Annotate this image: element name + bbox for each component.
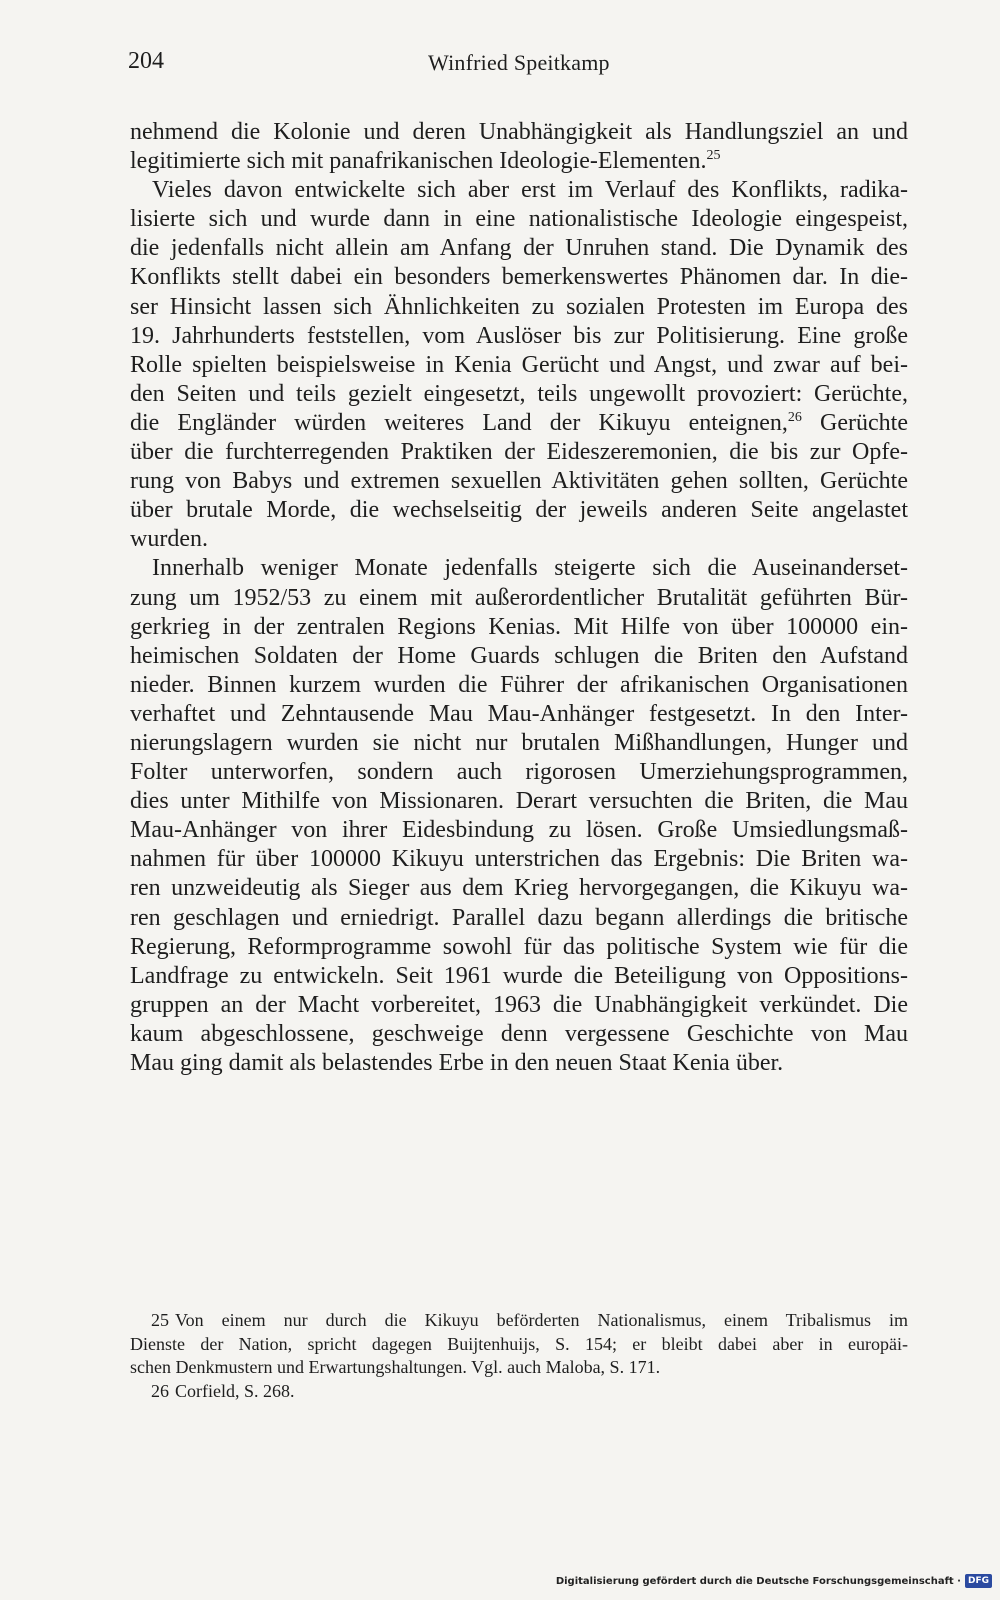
funding-note: Digitalisierung gefördert durch die Deutsche Forschungsgemeinschaft · [555, 1575, 961, 1587]
text-line: dies unter Mithilfe von Missionaren. Derart versuchten die Briten, die Mau [130, 788, 908, 815]
text-line: ser Hinsicht lassen sich Ähnlichkeiten zu sozialen Protesten im Europa des [130, 293, 908, 320]
footnote-26-line [130, 1380, 908, 1404]
text-line [130, 409, 908, 438]
text-line: gruppen an der Macht vorbereitet, 1963 die Unabhängigkeit verkündet. Die [130, 991, 908, 1018]
text-line: wurden. [130, 526, 208, 553]
text-line [130, 147, 908, 176]
text-line: Folter unterworfen, sondern auch rigorosen Umerziehungsprogrammen, [130, 759, 908, 786]
footnote-25-line [130, 1309, 908, 1333]
text-line: Mau ging damit als belastendes Erbe in den neuen Staat Kenia über. [130, 1050, 784, 1076]
page-header [128, 48, 908, 84]
text-line: nahmen für über 100000 Kikuyu unterstrichen das Ergebnis: Die Briten wa- [130, 846, 908, 873]
text-line: die jedenfalls nicht allein am Anfang der Unruhen stand. Die Dynamik des [130, 235, 908, 262]
text-line: heimischen Soldaten der Home Guards schlugen die Briten den Aufstand [130, 642, 908, 669]
funding-notice [556, 1572, 992, 1590]
text-line: nieder. Binnen kurzem wurden die Führer der afrikanischen Organisationen [130, 671, 908, 698]
text-line: 19. Jahrhunderts feststellen, vom Auslöser bis zur Politisierung. Eine große [130, 322, 908, 349]
text-line: kaum abgeschlossene, geschweige denn vergessene Geschichte von Mau [130, 1020, 908, 1047]
text-line: Konflikts stellt dabei ein besonders bemerkenswertes Phänomen dar. In die- [130, 264, 908, 291]
text-span: Gerüchte [820, 409, 908, 436]
text-line: ren unzweideutig als Sieger aus dem Krieg hervorgegangen, die Kikuyu wa- [130, 875, 908, 902]
dfg-logo: DFG [965, 1574, 992, 1588]
text-line: nehmend die Kolonie und deren Unabhängigkeit als Handlungsziel an und [130, 119, 908, 145]
text-line: nierungslagern wurden sie nicht nur brutalen Mißhandlungen, Hunger und [130, 729, 908, 756]
text-line: über die furchterregenden Praktiken der Eideszeremonien, die bis zur Opfe- [130, 439, 908, 466]
footnotes [130, 1309, 908, 1403]
footnote-25-line: schen Denkmustern und Erwartungshaltungen. Vgl. auch Maloba, S. 171. [130, 1357, 661, 1377]
footnote-text: Corfield, S. 268. [175, 1380, 295, 1401]
footnote-25-line: Dienste der Nation, spricht dagegen Buijtenhuijs, S. 154; er bleibt dabei aber in europäi- [130, 1333, 908, 1354]
text-line: Rolle spielten beispielsweise in Kenia Gerücht und Angst, und zwar auf bei- [130, 351, 908, 378]
text-line: Regierung, Reformprogramme sowohl für das politische System wie für die [130, 933, 908, 960]
text-line: ren geschlagen und erniedrigt. Parallel dazu begann allerdings die britische [130, 904, 908, 931]
text-line: über brutale Morde, die wechselseitig der jeweils anderen Seite angelastet [130, 497, 908, 524]
text-line: Innerhalb weniger Monate jedenfalls steigerte sich die Auseinanderset- [152, 555, 908, 582]
text-line: Landfrage zu entwickeln. Seit 1961 wurde die Beteiligung von Oppositions- [130, 962, 908, 989]
text-line: gerkrieg in der zentralen Regions Kenias. Mit Hilfe von über 100000 ein- [130, 613, 908, 640]
text-line: zung um 1952/53 zu einem mit außerordentlicher Brutalität geführten Bür- [130, 584, 908, 611]
footnote-text: Von einem nur durch die Kikuyu beförderten Nationalismus, einem Tribalismus im [175, 1310, 908, 1330]
running-head: Winfried Speitkamp [428, 50, 610, 75]
text-line: rung von Babys und extremen sexuellen Aktivitäten gehen sollten, Gerüchte [130, 468, 908, 495]
text-span: legitimierte sich mit panafrikanischen Ideologie-Elementen. [130, 148, 707, 175]
footnote-number: 26 [151, 1380, 169, 1401]
text-line: Vieles davon entwickelte sich aber erst im Verlauf des Konflikts, radika- [152, 177, 908, 204]
text-line: den Seiten und teils gezielt eingesetzt, teils ungewollt provoziert: Gerüchte, [130, 380, 908, 407]
text-line: verhaftet und Zehntausende Mau Mau-Anhänger festgesetzt. In den Inter- [130, 700, 908, 727]
footnote-ref-25[interactable]: 25 [706, 148, 721, 164]
text-line: lisierte sich und wurde dann in eine nationalistische Ideologie eingespeist, [130, 206, 908, 233]
footnote-ref-26[interactable]: 26 [787, 409, 802, 425]
footnote-number: 25 [151, 1310, 169, 1330]
text-line: Mau-Anhänger von ihrer Eidesbindung zu lösen. Große Umsiedlungsmaß- [130, 817, 908, 844]
main-text [130, 118, 908, 1078]
text-span: die Engländer würden weiteres Land der Kikuyu enteignen, [130, 409, 788, 436]
page-number: 204 [128, 48, 164, 74]
